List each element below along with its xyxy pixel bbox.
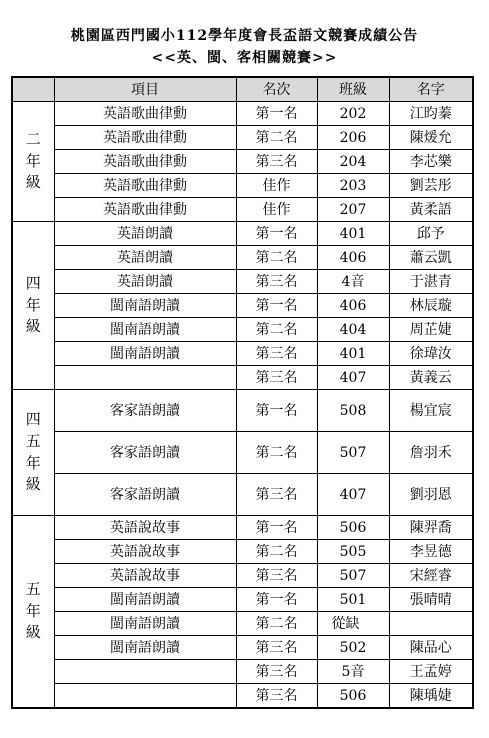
class-cell: 507 (317, 564, 389, 588)
item-cell: 英語朗讀 (54, 222, 236, 246)
class-cell: 204 (317, 150, 389, 174)
grade-char: 年 (25, 151, 41, 170)
page-subtitle: <<英、閩、客相關競賽>> (151, 50, 338, 66)
table-row (12, 432, 473, 474)
table-row (12, 474, 473, 516)
item-cell: 閩南語朗讀 (54, 318, 236, 342)
item-cell: 閩南語朗讀 (54, 636, 236, 660)
class-cell: 404 (317, 318, 389, 342)
table-row (12, 540, 473, 564)
class-cell: 4音 (317, 270, 389, 294)
table-row (12, 174, 473, 198)
class-cell: 206 (317, 126, 389, 150)
table-row (12, 342, 473, 366)
grade-char: 五 (25, 579, 41, 598)
rank-cell: 第二名 (236, 246, 317, 270)
name-cell: 于湛青 (389, 270, 473, 294)
item-cell: 客家語朗讀 (54, 474, 236, 516)
item-cell: 閩南語朗讀 (54, 612, 236, 636)
table-row (12, 222, 473, 246)
grade-char: 年 (25, 601, 41, 620)
name-cell: 江昀蓁 (389, 102, 473, 126)
item-cell: 英語歌曲律動 (54, 102, 236, 126)
rank-cell: 第二名 (236, 318, 317, 342)
class-cell: 506 (317, 516, 389, 540)
grade-char: 級 (25, 173, 41, 192)
grade-cell (12, 222, 54, 390)
item-cell: 閩南語朗讀 (54, 588, 236, 612)
class-cell: 507 (317, 432, 389, 474)
grade-char: 二 (25, 129, 41, 148)
header-name: 名字 (389, 77, 473, 102)
table-row (12, 294, 473, 318)
name-cell: 黃柔語 (389, 198, 473, 222)
grade-char: 四 (25, 410, 41, 428)
table-row (12, 198, 473, 222)
rank-cell: 第三名 (236, 564, 317, 588)
class-cell: 501 (317, 588, 389, 612)
item-cell: 英語朗讀 (54, 246, 236, 270)
name-cell: 李芯樂 (389, 150, 473, 174)
page-title: 桃園區西門國小112學年度會長盃語文競賽成績公告 (70, 28, 419, 44)
name-cell: 陳品心 (389, 636, 473, 660)
table-row (12, 636, 473, 660)
class-cell: 508 (317, 390, 389, 432)
grade-char: 級 (25, 623, 41, 642)
name-cell: 劉芸彤 (389, 174, 473, 198)
class-cell: 407 (317, 474, 389, 516)
name-cell: 王孟婷 (389, 660, 473, 684)
item-cell: 英語說故事 (54, 516, 236, 540)
table-row (12, 102, 473, 126)
table-row (12, 588, 473, 612)
rank-cell: 第一名 (236, 294, 317, 318)
name-cell: 徐瑋汝 (389, 342, 473, 366)
table-row (12, 612, 473, 636)
grade-char: 級 (25, 475, 41, 494)
rank-cell: 第一名 (236, 222, 317, 246)
rank-cell: 第二名 (236, 432, 317, 474)
table-row (12, 150, 473, 174)
grade-char: 年 (25, 453, 41, 472)
name-cell: 蕭云凱 (389, 246, 473, 270)
rank-cell: 第三名 (236, 366, 317, 390)
rank-cell: 第三名 (236, 636, 317, 660)
class-cell: 502 (317, 636, 389, 660)
name-cell: 邱予 (389, 222, 473, 246)
class-cell: 406 (317, 246, 389, 270)
name-cell: 楊宜宸 (389, 390, 473, 432)
rank-cell: 第二名 (236, 126, 317, 150)
rank-cell: 第三名 (236, 150, 317, 174)
name-cell (389, 612, 473, 636)
rank-cell: 第二名 (236, 540, 317, 564)
rank-cell: 第一名 (236, 516, 317, 540)
rank-cell: 第一名 (236, 390, 317, 432)
name-cell: 林辰璇 (389, 294, 473, 318)
name-cell: 黃義云 (389, 366, 473, 390)
grade-char: 四 (25, 273, 41, 292)
class-cell: 207 (317, 198, 389, 222)
grade-char: 五 (25, 431, 41, 450)
item-cell: 英語歌曲律動 (54, 126, 236, 150)
class-cell: 406 (317, 294, 389, 318)
item-cell: 客家語朗讀 (54, 432, 236, 474)
table-row (12, 318, 473, 342)
table-row (12, 516, 473, 540)
item-cell: 英語朗讀 (54, 270, 236, 294)
name-cell: 劉羽恩 (389, 474, 473, 516)
name-cell: 陳羿喬 (389, 516, 473, 540)
class-cell: 505 (317, 540, 389, 564)
item-cell: 閩南語朗讀 (54, 342, 236, 366)
name-cell: 陳瑀婕 (389, 684, 473, 709)
table-row (12, 270, 473, 294)
item-cell: 英語說故事 (54, 540, 236, 564)
grade-cell (12, 390, 54, 516)
name-cell: 張晴晴 (389, 588, 473, 612)
name-cell: 李昱德 (389, 540, 473, 564)
table-row (12, 564, 473, 588)
table-row (12, 684, 473, 709)
table-row (12, 246, 473, 270)
rank-cell: 佳作 (236, 174, 317, 198)
rank-cell: 第三名 (236, 342, 317, 366)
item-cell (54, 684, 236, 709)
class-cell: 401 (317, 342, 389, 366)
class-cell: 506 (317, 684, 389, 709)
table-row (12, 660, 473, 684)
rank-cell: 第二名 (236, 612, 317, 636)
header-class: 班級 (317, 77, 389, 102)
rank-cell: 佳作 (236, 198, 317, 222)
grade-char: 年 (25, 295, 41, 314)
rank-cell: 第一名 (236, 588, 317, 612)
class-cell: 202 (317, 102, 389, 126)
item-cell (54, 660, 236, 684)
grade-cell (12, 102, 54, 222)
name-cell: 宋經睿 (389, 564, 473, 588)
item-cell: 閩南語朗讀 (54, 294, 236, 318)
class-cell: 407 (317, 366, 389, 390)
table-row (12, 126, 473, 150)
grade-cell (12, 516, 54, 709)
rank-cell: 第三名 (236, 660, 317, 684)
item-cell: 英語歌曲律動 (54, 198, 236, 222)
rank-cell: 第三名 (236, 474, 317, 516)
header-rank: 名次 (236, 77, 317, 102)
header-row (12, 77, 473, 102)
item-cell: 客家語朗讀 (54, 390, 236, 432)
item-cell: 英語說故事 (54, 564, 236, 588)
item-cell (54, 366, 236, 390)
class-cell: 401 (317, 222, 389, 246)
grade-char: 級 (25, 317, 41, 336)
class-cell: 203 (317, 174, 389, 198)
rank-cell: 第三名 (236, 270, 317, 294)
name-cell: 周芷婕 (389, 318, 473, 342)
results-table (11, 76, 474, 709)
name-cell: 詹羽禾 (389, 432, 473, 474)
rank-cell: 第一名 (236, 102, 317, 126)
header-grade (12, 77, 54, 102)
rank-cell: 第三名 (236, 684, 317, 709)
header-item: 項目 (54, 77, 236, 102)
table-row (12, 366, 473, 390)
class-cell: 從缺 (317, 612, 389, 636)
item-cell: 英語歌曲律動 (54, 174, 236, 198)
item-cell: 英語歌曲律動 (54, 150, 236, 174)
name-cell: 陳煖允 (389, 126, 473, 150)
class-cell: 5音 (317, 660, 389, 684)
table-row (12, 390, 473, 432)
